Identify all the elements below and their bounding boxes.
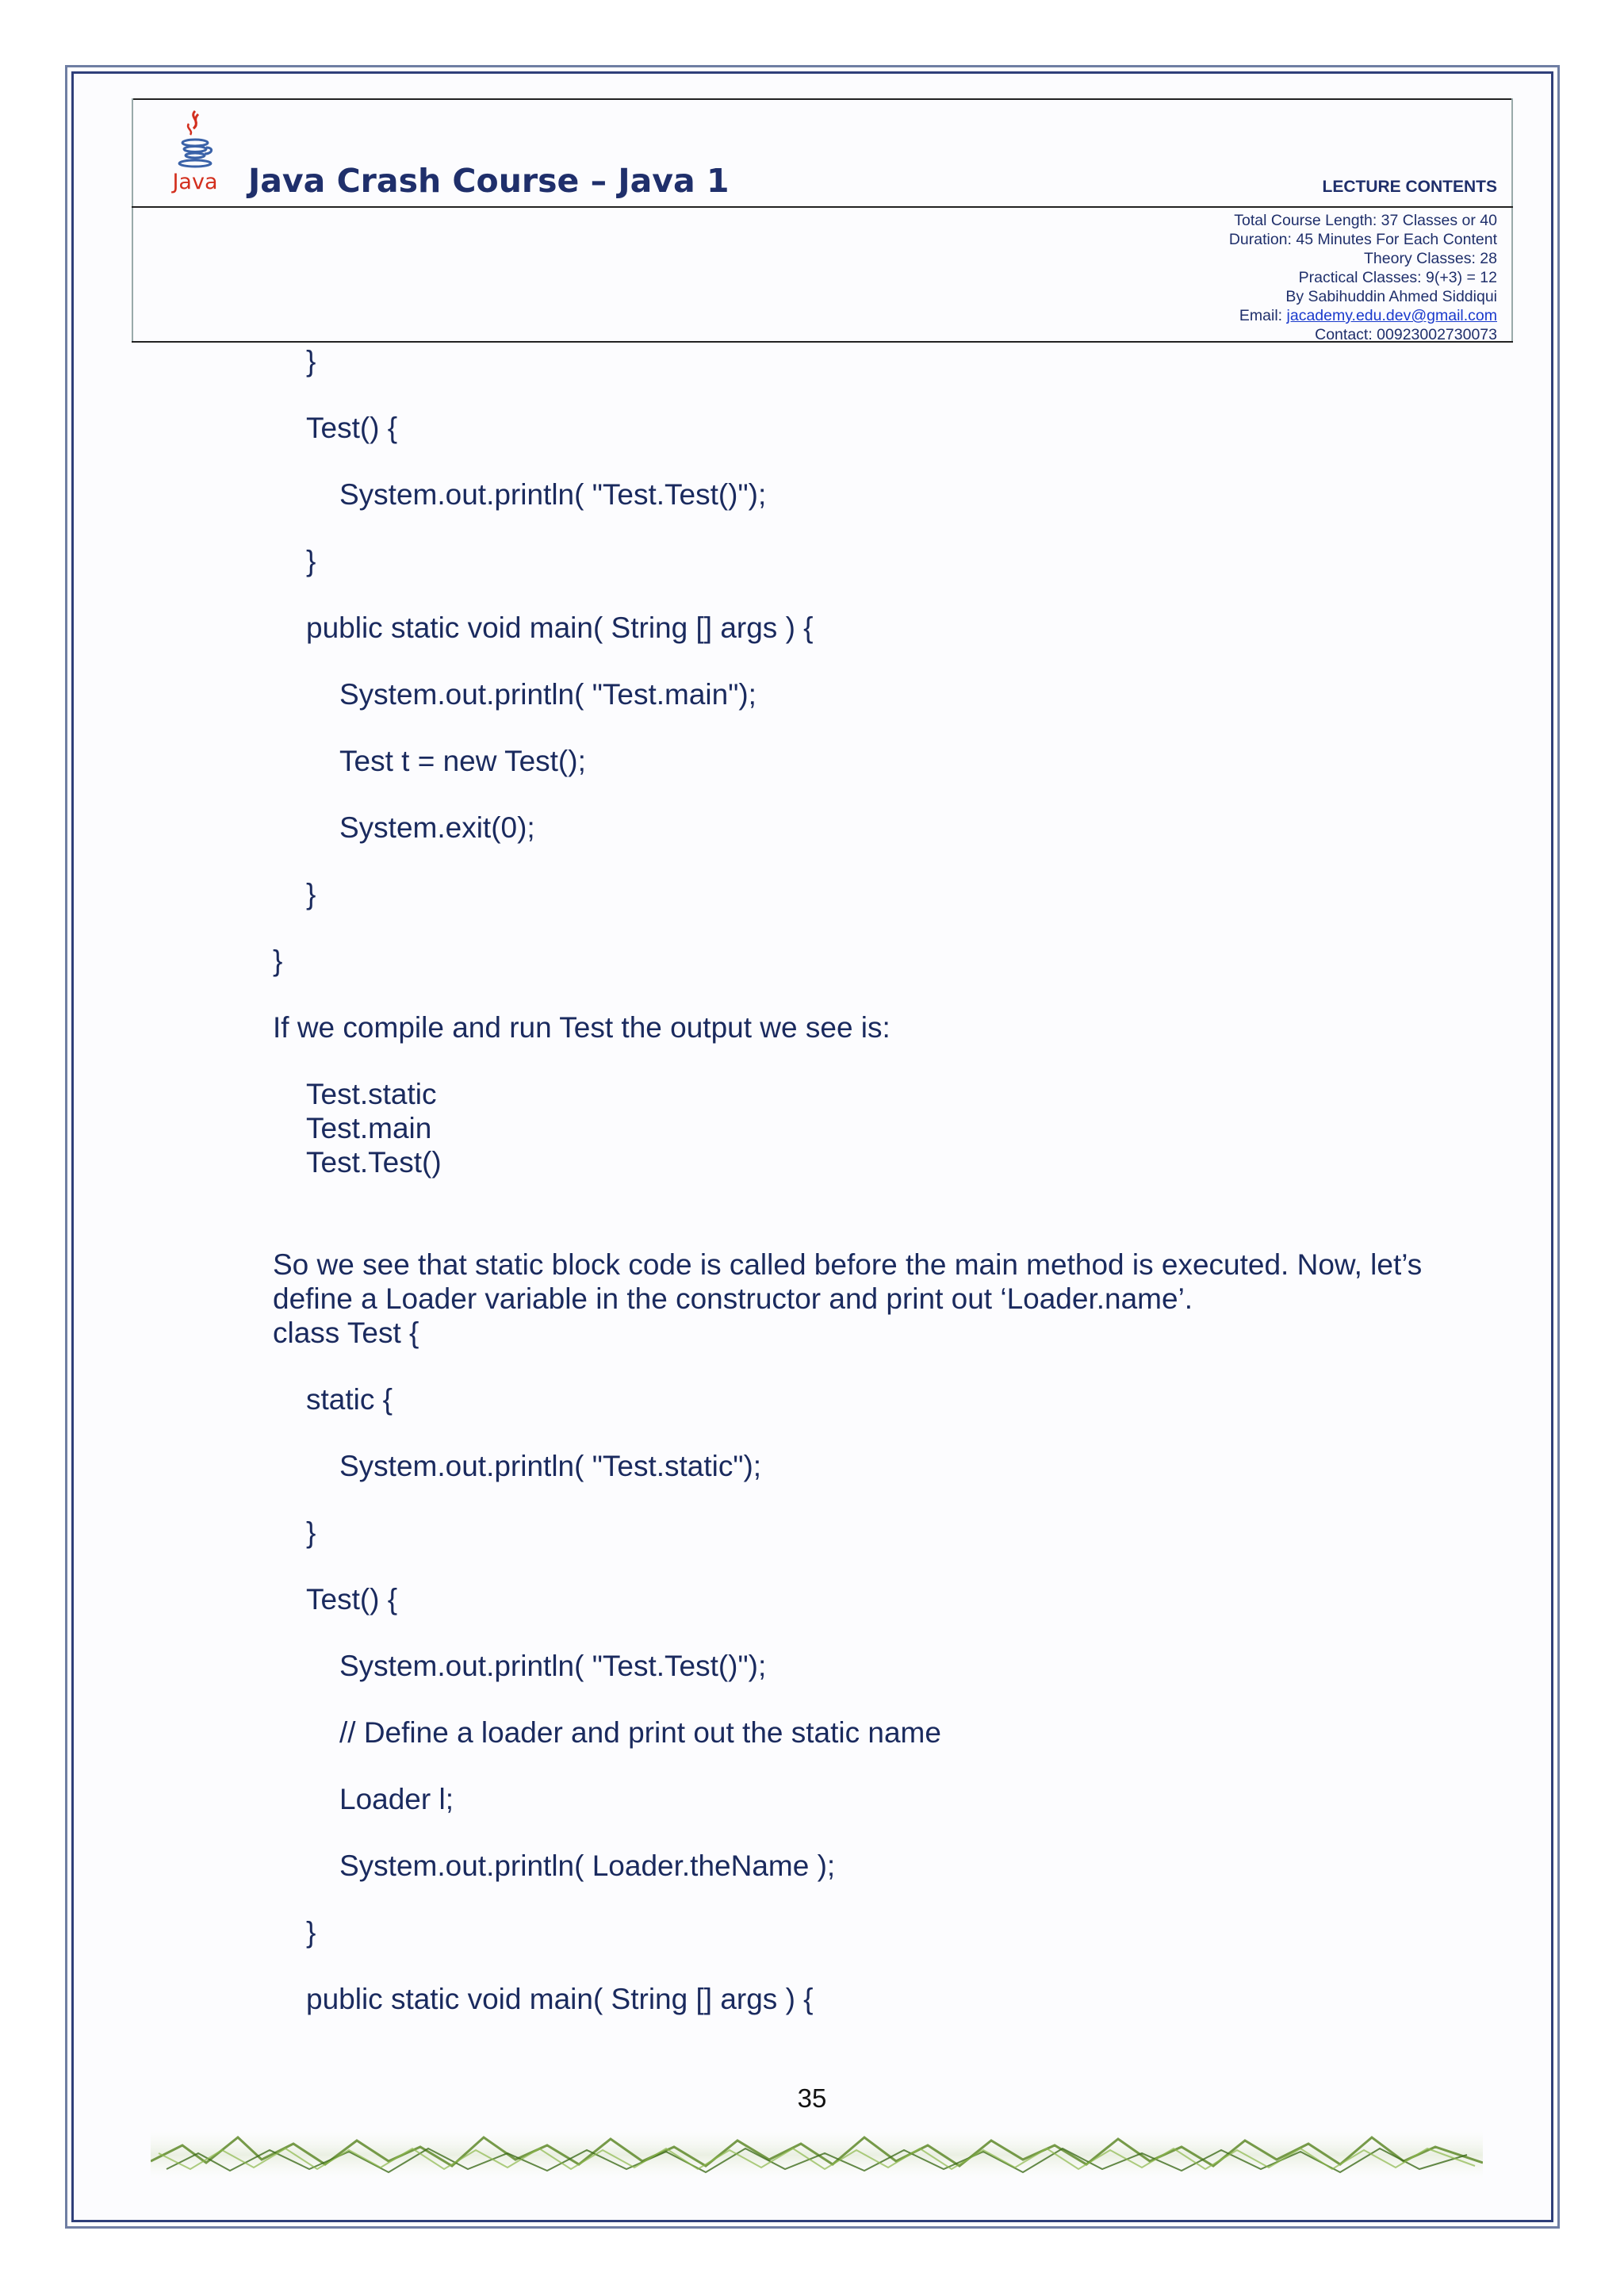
code-line: } — [306, 878, 316, 910]
code-line: } — [273, 945, 283, 977]
code-line: public static void main( String [] args ) { — [306, 1983, 814, 2015]
code-line: System.exit(0); — [339, 811, 535, 844]
code-line: class Test { — [273, 1317, 419, 1349]
header-side-rule-lower — [132, 206, 133, 343]
code-line: System.out.println( "Test.Test()"); — [339, 1650, 767, 1682]
email-label: Email: — [1239, 307, 1287, 324]
output-line: Test.Test() — [306, 1146, 442, 1179]
page-header — [132, 98, 1513, 344]
java-logo-icon — [171, 108, 219, 199]
info-duration: Duration: 45 Minutes For Each Content — [1228, 231, 1497, 248]
code-line: Loader l; — [339, 1783, 454, 1815]
grass-footer-decoration — [151, 2114, 1483, 2193]
logo-text: Java — [172, 170, 218, 194]
code-line: System.out.println( "Test.main"); — [339, 678, 756, 711]
info-total-length: Total Course Length: 37 Classes or 40 — [1234, 212, 1497, 229]
info-email-line — [1229, 306, 1497, 325]
code-comment: // Define a loader and print out the static name — [339, 1716, 941, 1749]
header-side-rule — [132, 98, 133, 206]
code-line: static { — [306, 1383, 393, 1416]
header-rule-middle — [132, 206, 1513, 208]
header-rule-top — [132, 98, 1513, 100]
code-line: System.out.println( "Test.Test()"); — [339, 478, 767, 511]
page-number: 35 — [797, 2083, 827, 2113]
course-title: Java Crash Course – Java 1 — [248, 162, 730, 200]
course-info — [1229, 211, 1497, 344]
code-line: System.out.println( Loader.theName ); — [339, 1849, 836, 1882]
code-line: Test t = new Test(); — [339, 745, 586, 777]
email-link[interactable]: jacademy.edu.dev@gmail.com — [1286, 307, 1497, 324]
code-line: } — [306, 1916, 316, 1949]
info-author: By Sabihuddin Ahmed Siddiqui — [1285, 288, 1497, 305]
code-line: Test() { — [306, 1583, 398, 1616]
paragraph-text: define a Loader variable in the constructor and print out ‘Loader.name’. — [273, 1282, 1193, 1315]
code-line: public static void main( String [] args ) { — [306, 611, 814, 644]
paragraph-text: If we compile and run Test the output we see is: — [273, 1011, 891, 1044]
info-contact: Contact: 00923002730073 — [1315, 326, 1497, 343]
info-practical-classes: Practical Classes: 9(+3) = 12 — [1298, 269, 1497, 286]
header-side-rule-right — [1511, 98, 1513, 343]
code-line: } — [306, 345, 316, 378]
code-line: System.out.println( "Test.static"); — [339, 1450, 762, 1482]
coffee-cup-icon — [171, 108, 219, 171]
page-border-inner — [71, 71, 1553, 2222]
paragraph-text: So we see that static block code is called before the main method is executed. Now, let’s — [273, 1248, 1423, 1281]
code-line: } — [306, 545, 316, 577]
code-line: } — [306, 1516, 316, 1549]
output-line: Test.main — [306, 1112, 432, 1144]
code-line: Test() { — [306, 412, 398, 444]
section-label: LECTURE CONTENTS — [1322, 178, 1497, 196]
info-theory-classes: Theory Classes: 28 — [1364, 250, 1497, 267]
output-line: Test.static — [306, 1078, 437, 1110]
